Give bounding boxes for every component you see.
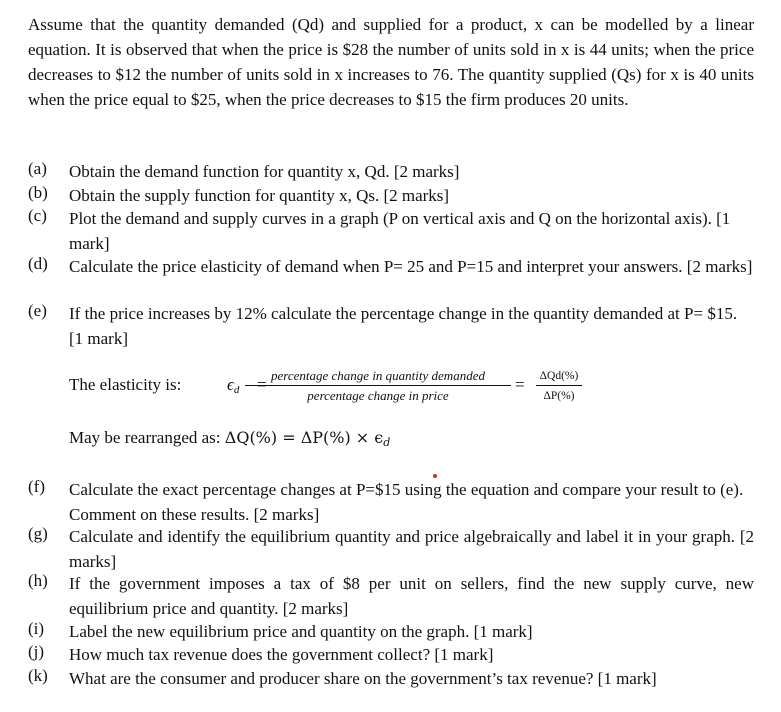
- equals-sign: =: [515, 375, 525, 394]
- question-text: Calculate the exact percentage changes at P=$15 using the equation and compare your result to (e). Comment on these results. [2 marks]: [69, 480, 744, 524]
- equals-sign: =: [257, 375, 267, 394]
- question-label: (d): [28, 254, 48, 273]
- rearranged-expression: $\Delta Q(\%) = \Delta P(\%) \times \epsilon_d$: [224, 428, 391, 449]
- question-text: Obtain the demand function for quantity x, Qd. [2 marks]: [69, 162, 460, 181]
- question-label: (k): [28, 666, 48, 685]
- question-label: (i): [28, 619, 45, 638]
- question-text: Calculate and identify the equilibrium quantity and price algebraically and label it in your graph. [2 marks]: [69, 527, 754, 571]
- rearranged-label: May be rearranged as:: [69, 428, 221, 447]
- question-label: (j): [28, 642, 45, 661]
- fraction-numerator: percentage change in quantity demanded: [245, 369, 511, 386]
- question-label: (b): [28, 183, 48, 202]
- fraction-denominator: percentage change in price: [307, 388, 449, 403]
- elasticity-formula: [69, 366, 629, 406]
- question-label: (h): [28, 571, 48, 590]
- question-text: How much tax revenue does the government collect? [1 mark]: [69, 645, 494, 664]
- red-mark-dot: [433, 474, 437, 478]
- question-label: (f): [28, 477, 45, 496]
- epsilon-symbol: $\epsilon_d$: [227, 375, 240, 396]
- verbal-fraction: [245, 369, 511, 403]
- intro-paragraph: Assume that the quantity demanded (Qd) and supplied for a product, x can be modelled by a linear equation. It is observed that when the price is $28 the number of units sold in x is 44 units; when the price decreases to $12 the number of units sold in x increases to 76. The quantity supplied (Qs) for x is 40 units when the price equal to $25, when the price decreases to $15 the firm produces 20 units.: [28, 15, 754, 109]
- formula-label: The elasticity is:: [69, 375, 182, 394]
- question-label: (e): [28, 301, 47, 320]
- rearranged-formula: [69, 428, 390, 449]
- question-text: Calculate the price elasticity of demand when P= 25 and P=15 and interpret your answers. [2 marks]: [69, 257, 753, 276]
- question-text: Obtain the supply function for quantity x, Qs. [2 marks]: [69, 186, 450, 205]
- question-text: Label the new equilibrium price and quantity on the graph. [1 mark]: [69, 622, 533, 641]
- question-text: What are the consumer and producer share on the government’s tax revenue? [1 mark]: [69, 669, 657, 688]
- delta-fraction: [536, 369, 582, 403]
- fraction-denominator: ΔP(%): [543, 390, 575, 402]
- question-label: (c): [28, 206, 47, 225]
- question-label: (g): [28, 524, 48, 543]
- question-text: If the government imposes a tax of $8 per unit on sellers, find the new supply curve, new equilibrium price and quantity. [2 marks]: [69, 574, 754, 618]
- question-label: (a): [28, 159, 47, 178]
- fraction-numerator: ΔQd(%): [536, 369, 582, 386]
- question-text: Plot the demand and supply curves in a graph (P on vertical axis and Q on the horizontal axis). [1 mark]: [69, 209, 731, 253]
- question-text: If the price increases by 12% calculate the percentage change in the quantity demanded at P= $15. [1 mark]: [69, 304, 738, 348]
